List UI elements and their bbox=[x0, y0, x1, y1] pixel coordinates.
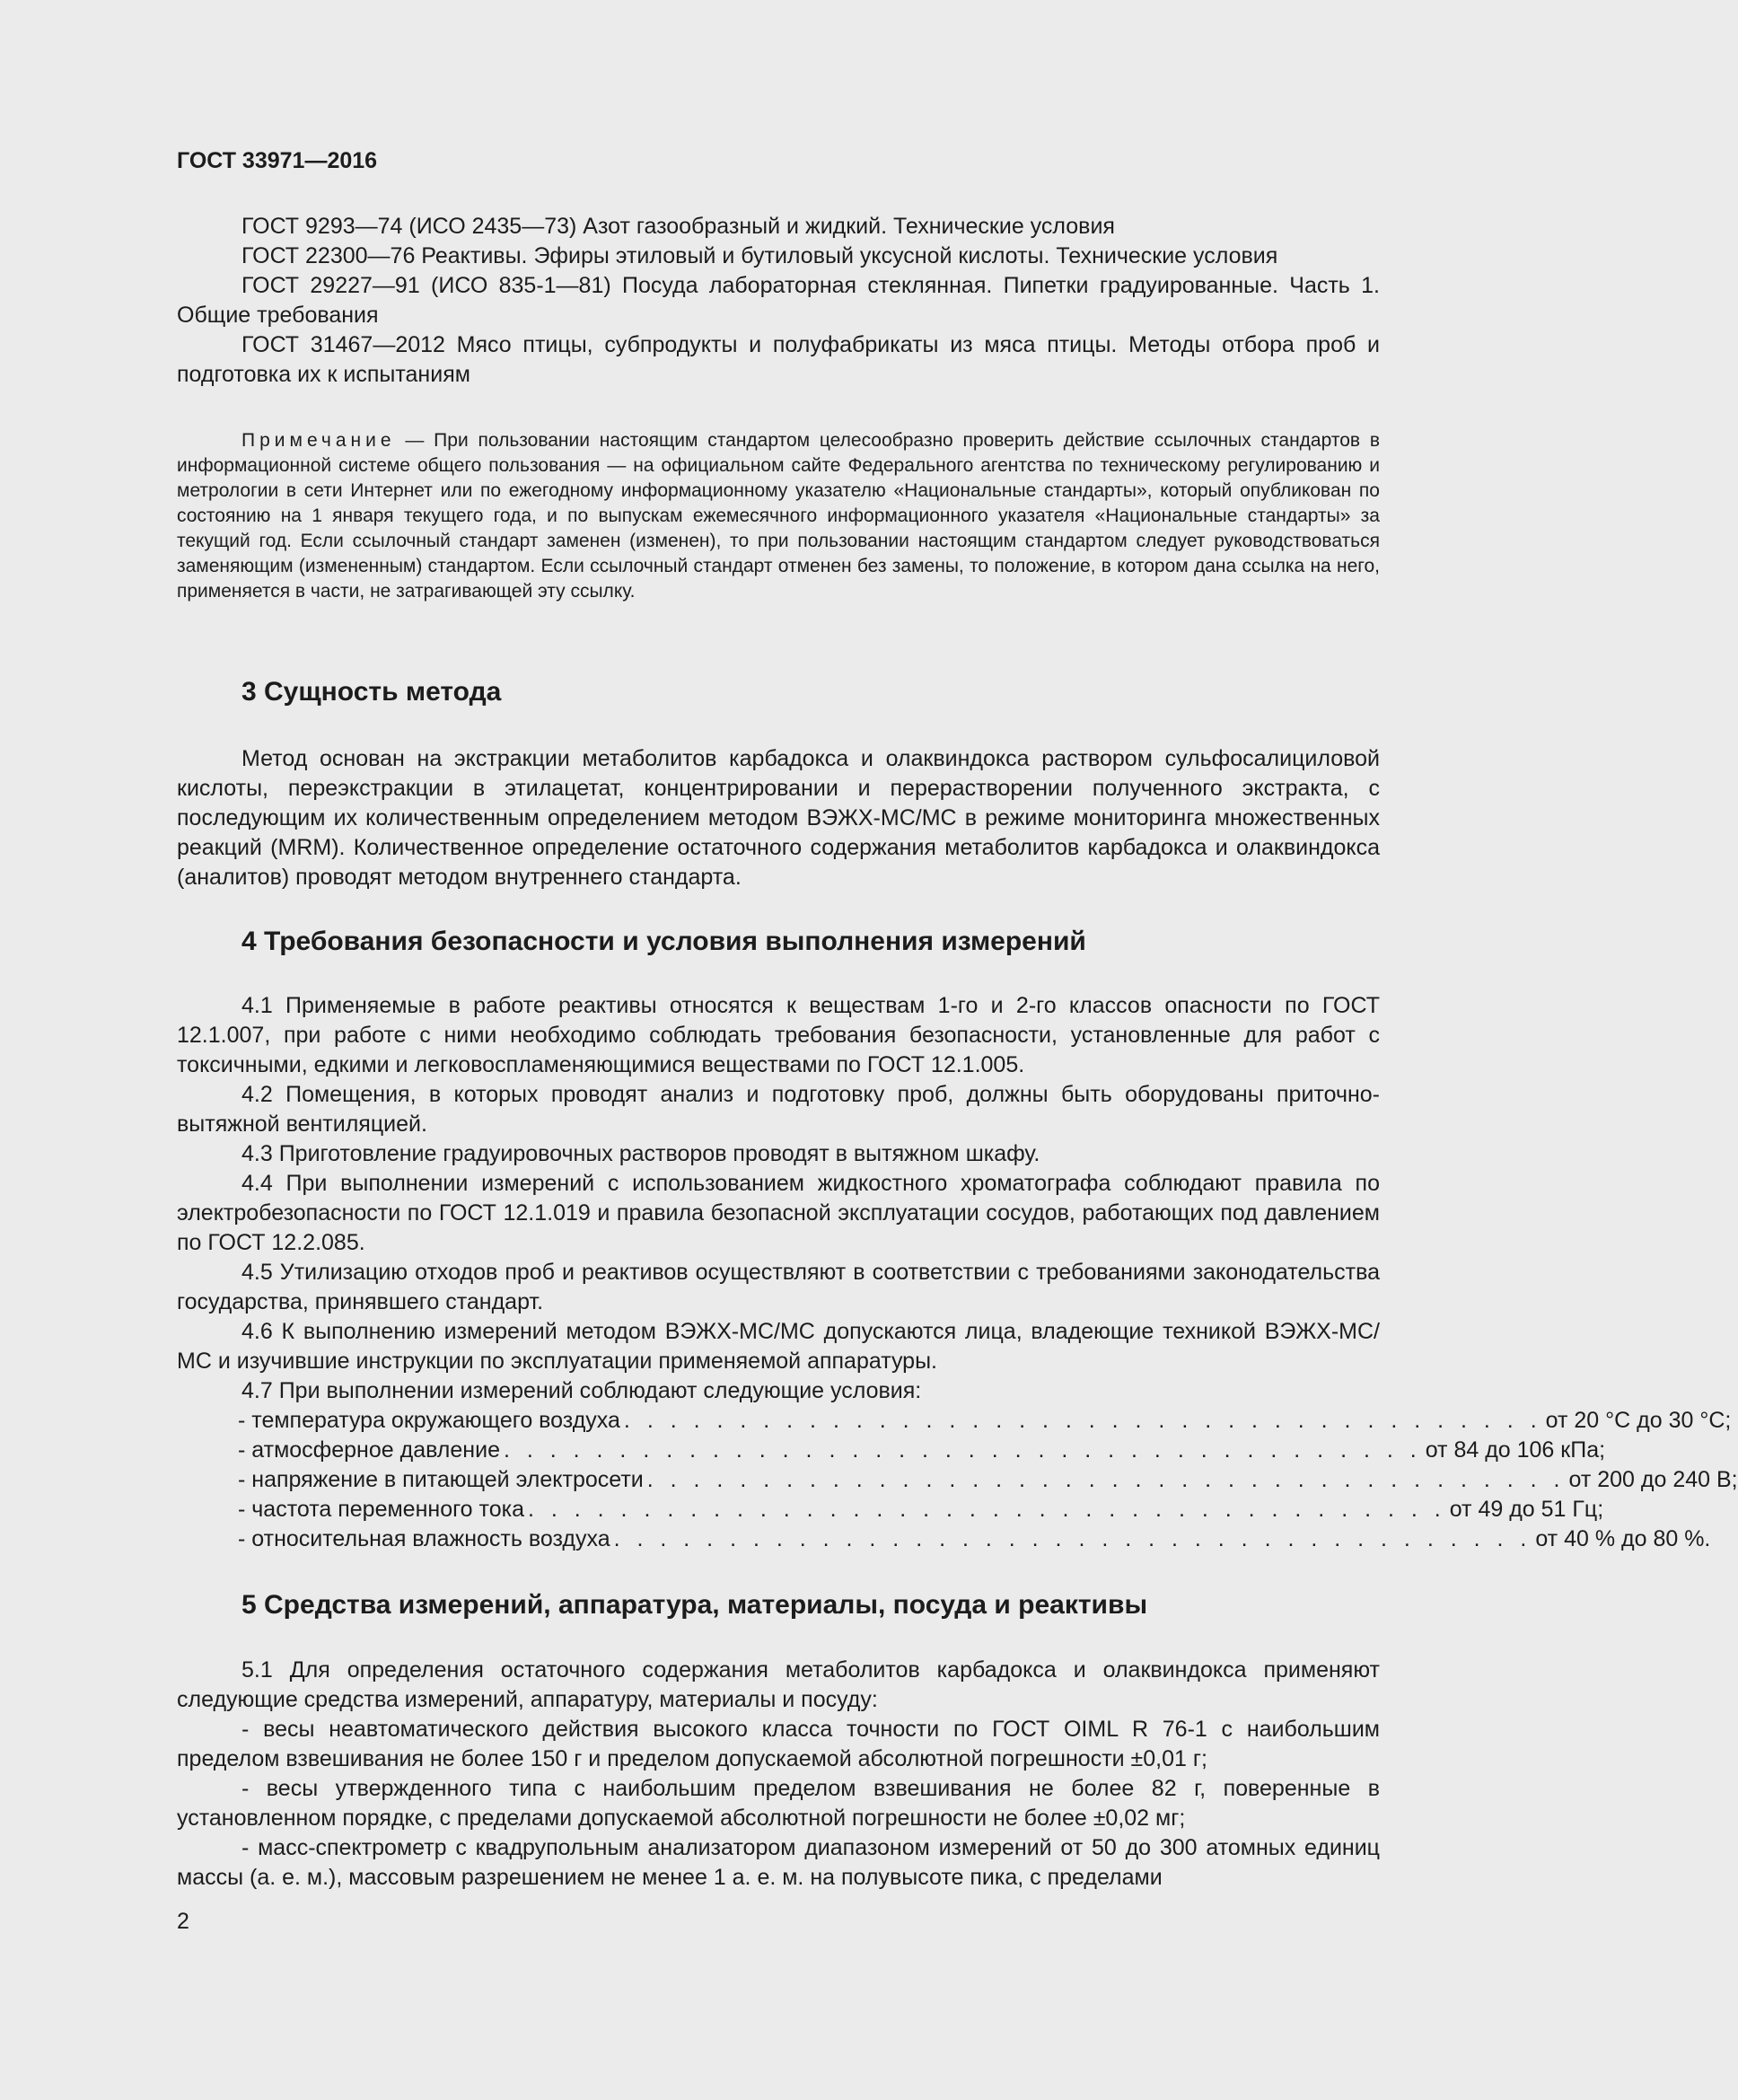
section-4-body bbox=[177, 991, 1738, 1554]
section-4-title: 4 Требования безопасности и условия выполнения измерений bbox=[241, 927, 1086, 956]
clause-4-7: 4.7 При выполнении измерений соблюдают следующие условия: bbox=[241, 1378, 922, 1403]
note-block bbox=[177, 428, 1380, 604]
equipment-item: - масс-спектрометр с квадрупольным анализатором диапазоном измерений от 50 до 300 атомных единиц массы (а. е. м.), массовым разрешением не менее 1 а. е. м. на полувысоте пика, с пределами bbox=[177, 1835, 1380, 1890]
condition-name: - относительная влажность воздуха bbox=[238, 1526, 610, 1551]
leader-dots: . . . . . . . . . . . . . . . . . . . . . . . . . . . . . . . . . . . . . . . . bbox=[646, 1467, 1566, 1492]
reference-item: ГОСТ 31467—2012 Мясо птицы, субпродукты и полуфабрикаты из мяса птицы. Методы отбора проб и подготовка их к испытаниям bbox=[177, 332, 1380, 387]
condition-row bbox=[177, 1495, 1604, 1524]
section-3-body bbox=[177, 744, 1380, 892]
section-3-title: 3 Сущность метода bbox=[241, 677, 502, 707]
references-block bbox=[177, 212, 1380, 390]
document-header: ГОСТ 33971—2016 bbox=[177, 148, 378, 173]
note-paragraph bbox=[177, 428, 1380, 604]
leader-dots: . . . . . . . . . . . . . . . . . . . . . . . . . . . . . . . . . . . . . . . . bbox=[623, 1408, 1542, 1433]
section-5-title: 5 Средства измерений, аппаратура, материалы, посуда и реактивы bbox=[241, 1590, 1148, 1620]
clause-4-5: 4.5 Утилизацию отходов проб и реактивов осуществляют в соответствии с требованиями законодательства государства, принявшего стандарт. bbox=[177, 1260, 1380, 1314]
clause-4-1: 4.1 Применяемые в работе реактивы относятся к веществам 1-го и 2-го классов опасности по ГОСТ 12.1.007, при работе с ними необходимо соблюдать требования безопасности, установленные для работ с токсичными, едкими и легковоспламеняющимися веществами по ГОСТ 12.1.005. bbox=[177, 993, 1380, 1077]
note-label: Примечание bbox=[241, 430, 396, 451]
section-5-body bbox=[177, 1656, 1380, 1893]
equipment-item: - весы утвержденного типа с наибольшим пределом взвешивания не более 82 г, поверенные в установленном порядке, с пределами допускаемой абсолютной погрешности не более ±0,02 мг; bbox=[177, 1776, 1380, 1831]
leader-dots: . . . . . . . . . . . . . . . . . . . . . . . . . . . . . . . . . . . . . . . . bbox=[503, 1437, 1422, 1463]
condition-name: - атмосферное давление bbox=[238, 1437, 500, 1463]
clause-5-1: 5.1 Для определения остаточного содержания метаболитов карбадокса и олаквиндокса применяют следующие средства измерений, аппаратуру, материалы и посуду: bbox=[177, 1657, 1380, 1712]
clause-4-4: 4.4 При выполнении измерений с использованием жидкостного хроматографа соблюдают правила по электробезопасности по ГОСТ 12.1.019 и правила безопасной эксплуатации сосудов, работающих под давлением по ГОСТ 12.2.085. bbox=[177, 1171, 1380, 1255]
condition-row bbox=[177, 1406, 1732, 1436]
condition-row bbox=[177, 1436, 1606, 1465]
clause-4-6: 4.6 К выполнению измерений методом ВЭЖХ-МС/МС допускаются лица, владеющие техникой ВЭЖХ-МС/МС и изучившие инструкции по эксплуатации применяемой аппаратуры. bbox=[177, 1319, 1380, 1374]
leader-dots: . . . . . . . . . . . . . . . . . . . . . . . . . . . . . . . . . . . . . . . . bbox=[527, 1497, 1446, 1522]
reference-item: ГОСТ 9293—74 (ИСО 2435—73) Азот газообразный и жидкий. Технические условия bbox=[241, 214, 1115, 239]
equipment-item: - весы неавтоматического действия высокого класса точности по ГОСТ OIML R 76-1 с наибольшим пределом взвешивания не более 150 г и пределом допускаемой абсолютной погрешности ±0,01 г; bbox=[177, 1717, 1380, 1771]
clause-4-3: 4.3 Приготовление градуировочных растворов проводят в вытяжном шкафу. bbox=[241, 1141, 1040, 1166]
condition-value: от 200 до 240 В; bbox=[1568, 1467, 1738, 1492]
conditions-list bbox=[177, 1406, 1738, 1554]
reference-item: ГОСТ 22300—76 Реактивы. Эфиры этиловый и бутиловый уксусной кислоты. Технические условия bbox=[241, 243, 1278, 268]
condition-row bbox=[177, 1524, 1711, 1554]
section-3-text: Метод основан на экстракции метаболитов карбадокса и олаквиндокса раствором сульфосалициловой кислоты, переэкстракции в этилацетат, концентрировании и перерастворении полученного экстракта, с последующим их количественным определением методом ВЭЖХ-МС/МС в режиме мониторинга множественных реакций (MRM). Количественное определение остаточного содержания метаболитов карбадокса и олаквиндокса (аналитов) проводят методом внутреннего стандарта. bbox=[177, 746, 1380, 890]
condition-value: от 84 до 106 кПа; bbox=[1425, 1437, 1606, 1463]
condition-name: - напряжение в питающей электросети bbox=[238, 1467, 644, 1492]
condition-row bbox=[177, 1465, 1738, 1495]
reference-item: ГОСТ 29227—91 (ИСО 835-1—81) Посуда лабораторная стеклянная. Пипетки градуированные. Часть 1. Общие требования bbox=[177, 273, 1380, 328]
condition-value: от 40 % до 80 %. bbox=[1535, 1526, 1711, 1551]
leader-dots: . . . . . . . . . . . . . . . . . . . . . . . . . . . . . . . . . . . . . . . . bbox=[613, 1526, 1532, 1551]
condition-name: - частота переменного тока bbox=[238, 1497, 524, 1522]
condition-value: от 49 до 51 Гц; bbox=[1449, 1497, 1604, 1522]
condition-name: - температура окружающего воздуха bbox=[238, 1408, 620, 1433]
clause-4-2: 4.2 Помещения, в которых проводят анализ и подготовку проб, должны быть оборудованы приточно-вытяжной вентиляцией. bbox=[177, 1082, 1380, 1137]
page-number: 2 bbox=[177, 1909, 189, 1934]
condition-value: от 20 °С до 30 °С; bbox=[1545, 1408, 1732, 1433]
note-text: — При пользовании настоящим стандартом целесообразно проверить действие ссылочных стандартов в информационной системе общего пользования — на официальном сайте Федерального агентства по техническому регулированию и метрологии в сети Интернет или по ежегодному информационному указателю «Национальные стандарты», который опубликован по состоянию на 1 января текущего года, и по выпускам ежемесячного информационного указателя «Национальные стандарты» за текущий год. Если ссылочный стандарт заменен (изменен), то при пользовании настоящим стандартом следует руководствоваться заменяющим (измененным) стандартом. Если ссылочный стандарт отменен без замены, то положение, в котором дана ссылка на него, применяется в части, не затрагивающей эту ссылку. bbox=[177, 430, 1380, 602]
